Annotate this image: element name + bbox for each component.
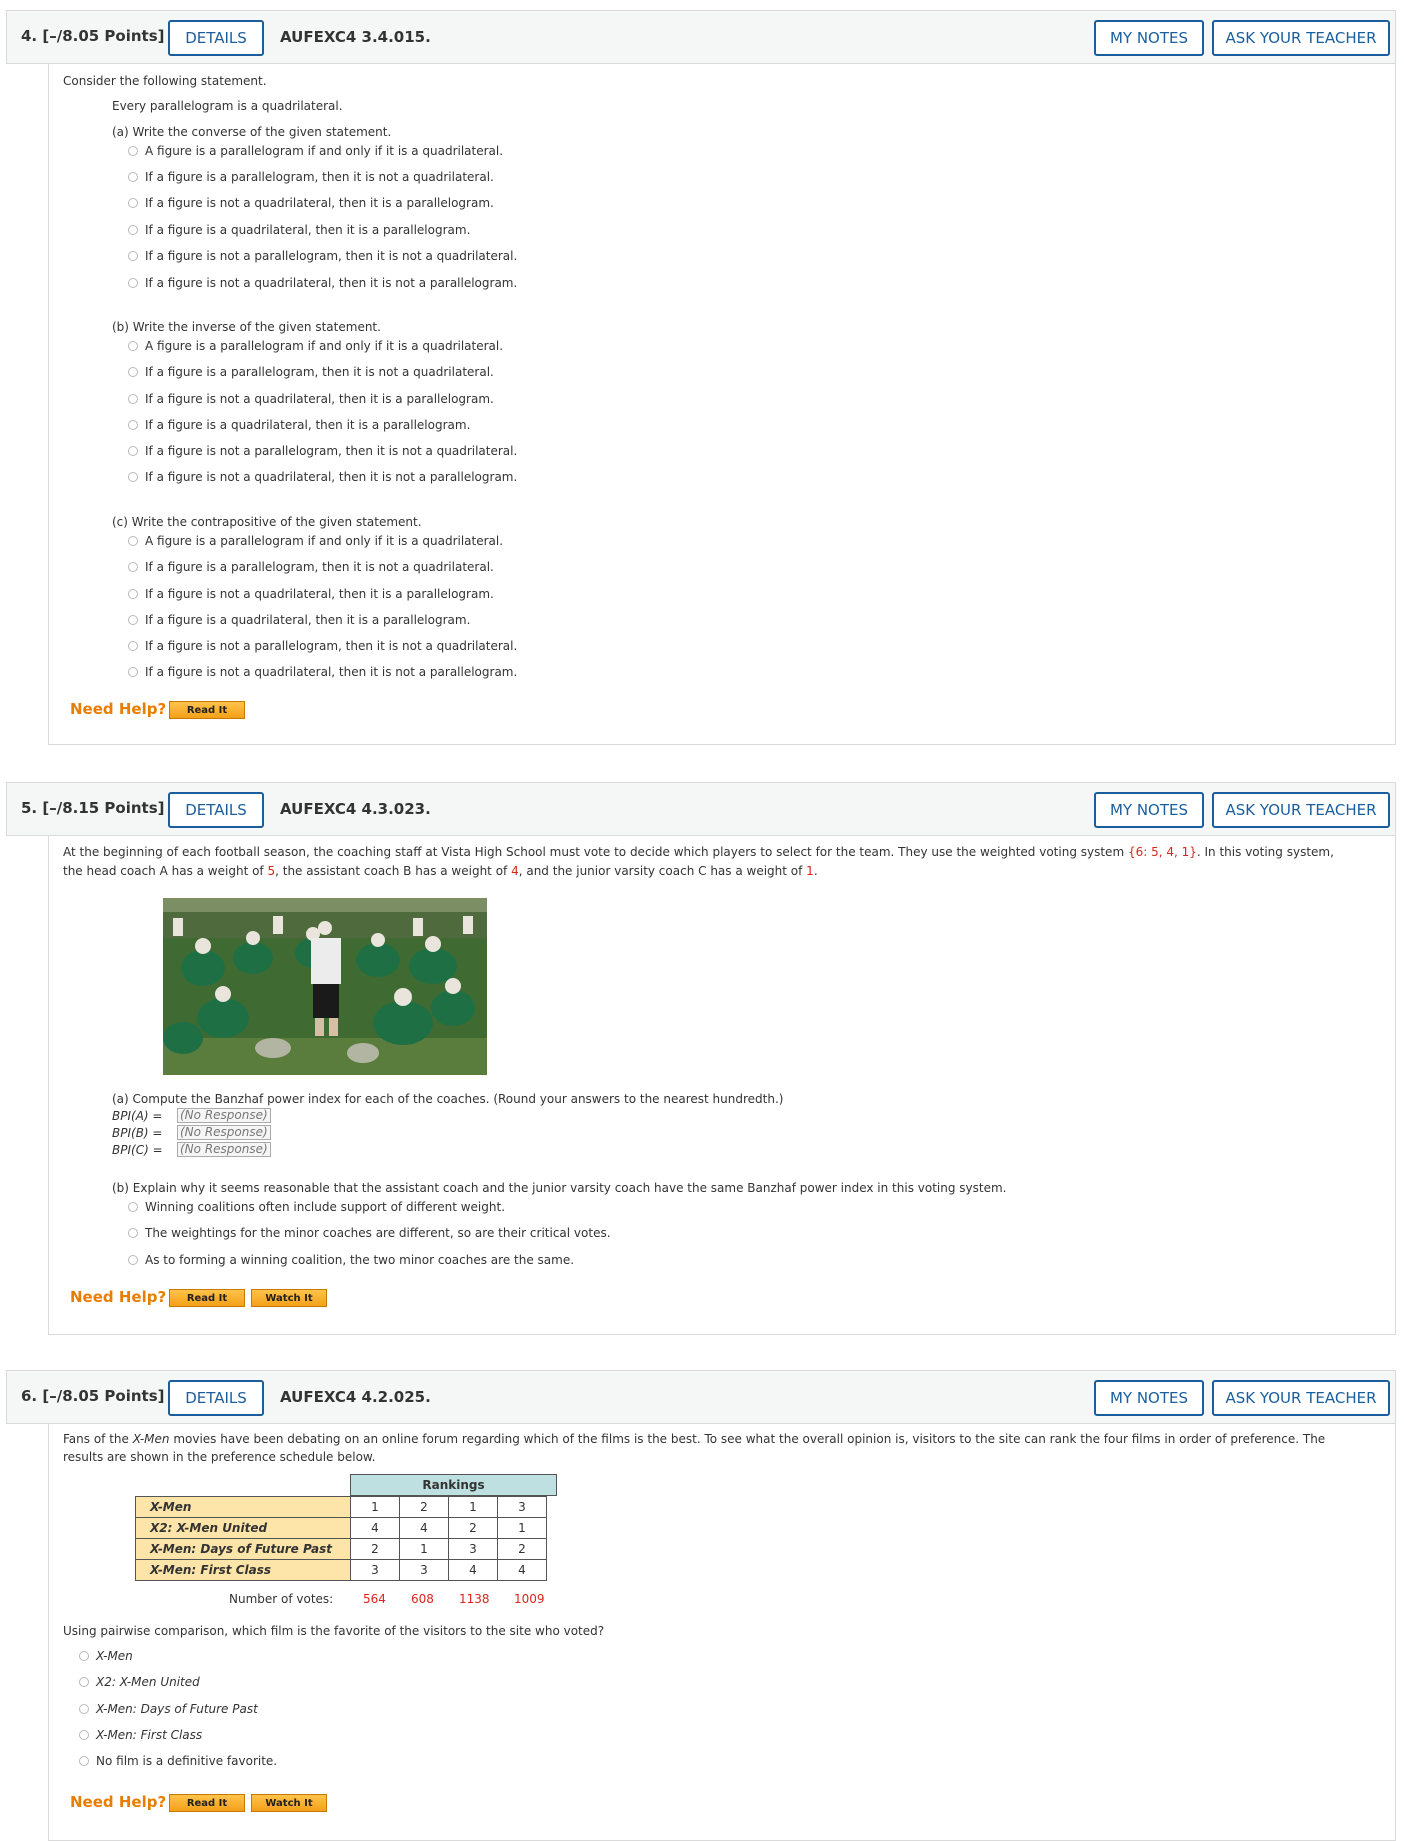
vote-count: 608 <box>411 1592 434 1606</box>
watch-it-button[interactable]: Watch It <box>251 1289 327 1307</box>
radio-button[interactable] <box>79 1756 89 1766</box>
bpi-b-input[interactable]: (No Response) <box>177 1125 271 1140</box>
rank-cell: 1 <box>351 1497 400 1518</box>
radio-option[interactable]: A figure is a parallelogram if and only if it is a quadrilateral. <box>128 534 503 548</box>
radio-option[interactable]: If a figure is not a parallelogram, then it is not a quadrilateral. <box>128 249 517 263</box>
vote-count: 1009 <box>514 1592 545 1606</box>
q4-part-c-prompt: (c) Write the contrapositive of the given statement. <box>112 515 422 529</box>
radio-option[interactable]: If a figure is not a quadrilateral, then it is a parallelogram. <box>128 587 494 601</box>
table-row <box>136 1539 547 1560</box>
watch-it-button[interactable]: Watch It <box>251 1794 327 1812</box>
rank-cell: 4 <box>449 1560 498 1581</box>
radio-button[interactable] <box>128 472 138 482</box>
question-code: AUFEXC4 4.2.025. <box>280 1388 431 1406</box>
bpi-c-input[interactable]: (No Response) <box>177 1142 271 1157</box>
radio-button[interactable] <box>79 1677 89 1687</box>
radio-option[interactable]: If a figure is not a parallelogram, then it is not a quadrilateral. <box>128 639 517 653</box>
q4-header <box>6 10 1396 64</box>
rank-cell: 4 <box>351 1518 400 1539</box>
radio-button[interactable] <box>128 225 138 235</box>
radio-button[interactable] <box>128 446 138 456</box>
table-row <box>136 1560 547 1581</box>
radio-button[interactable] <box>128 667 138 677</box>
preference-schedule-table <box>135 1496 547 1581</box>
table-row <box>136 1518 547 1539</box>
radio-option[interactable]: If a figure is a parallelogram, then it is not a quadrilateral. <box>128 365 494 379</box>
radio-button[interactable] <box>79 1730 89 1740</box>
q4-part-a-prompt: (a) Write the converse of the given statement. <box>112 125 392 139</box>
radio-button[interactable] <box>128 420 138 430</box>
rank-cell: 3 <box>498 1497 547 1518</box>
radio-button[interactable] <box>128 394 138 404</box>
read-it-button[interactable]: Read It <box>169 1794 245 1812</box>
film-name: X2: X-Men United <box>136 1518 351 1539</box>
vote-count: 1138 <box>459 1592 490 1606</box>
rank-cell: 1 <box>449 1497 498 1518</box>
radio-option[interactable]: As to forming a winning coalition, the two minor coaches are the same. <box>128 1253 574 1267</box>
radio-option[interactable]: If a figure is not a parallelogram, then it is not a quadrilateral. <box>128 444 517 458</box>
q5-part-b-prompt: (b) Explain why it seems reasonable that the assistant coach and the junior varsity coach have the same Banzhaf power index in this voting system. <box>112 1181 1007 1195</box>
q6-header <box>6 1370 1396 1424</box>
q4-intro: Consider the following statement. <box>63 74 267 88</box>
q6-intro-line-1: Fans of the X-Men movies have been debating on an online forum regarding which of the films is the best. To see what the overall opinion is, visitors to the site can rank the four films in order of preference. The <box>63 1432 1326 1446</box>
q5-intro-line-1: At the beginning of each football season, the coaching staff at Vista High School must vote to decide which players to select for the team. They use the weighted voting system {6: 5, 4, 1}. In this voting system, <box>63 845 1334 859</box>
q5-part-a-prompt: (a) Compute the Banzhaf power index for each of the coaches. (Round your answers to the nearest hundredth.) <box>112 1092 784 1106</box>
my-notes-button[interactable]: MY NOTES <box>1094 792 1204 828</box>
my-notes-button[interactable]: MY NOTES <box>1094 1380 1204 1416</box>
radio-button[interactable] <box>128 251 138 261</box>
radio-option[interactable]: If a figure is not a quadrilateral, then it is not a parallelogram. <box>128 470 517 484</box>
question-number: 6. [–/8.05 Points] <box>21 1387 165 1405</box>
vote-count: 564 <box>363 1592 386 1606</box>
radio-button[interactable] <box>128 536 138 546</box>
radio-button[interactable] <box>128 172 138 182</box>
details-button[interactable]: DETAILS <box>168 1380 264 1416</box>
radio-option[interactable]: If a figure is a parallelogram, then it is not a quadrilateral. <box>128 560 494 574</box>
radio-button[interactable] <box>128 146 138 156</box>
radio-button[interactable] <box>128 1255 138 1265</box>
radio-option[interactable]: No film is a definitive favorite. <box>79 1754 277 1768</box>
ask-your-teacher-button[interactable]: ASK YOUR TEACHER <box>1212 792 1390 828</box>
radio-option[interactable]: If a figure is not a quadrilateral, then it is a parallelogram. <box>128 392 494 406</box>
radio-option[interactable]: If a figure is not a quadrilateral, then it is a parallelogram. <box>128 196 494 210</box>
radio-option[interactable]: If a figure is a quadrilateral, then it is a parallelogram. <box>128 223 470 237</box>
rank-cell: 2 <box>400 1497 449 1518</box>
rankings-header: Rankings <box>350 1474 557 1496</box>
radio-option[interactable]: X-Men: Days of Future Past <box>79 1702 258 1716</box>
question-code: AUFEXC4 4.3.023. <box>280 800 431 818</box>
radio-option[interactable]: If a figure is a quadrilateral, then it is a parallelogram. <box>128 418 470 432</box>
my-notes-button[interactable]: MY NOTES <box>1094 20 1204 56</box>
votes-label: Number of votes: <box>229 1592 334 1606</box>
rank-cell: 3 <box>400 1560 449 1581</box>
rank-cell: 2 <box>449 1518 498 1539</box>
bpi-b-label: BPI(B) = <box>112 1126 163 1140</box>
rank-cell: 2 <box>351 1539 400 1560</box>
rank-cell: 3 <box>449 1539 498 1560</box>
radio-option[interactable]: X2: X-Men United <box>79 1675 200 1689</box>
q4-statement: Every parallelogram is a quadrilateral. <box>112 99 343 113</box>
rank-cell: 1 <box>498 1518 547 1539</box>
rank-cell: 2 <box>498 1539 547 1560</box>
read-it-button[interactable]: Read It <box>169 701 245 719</box>
radio-button[interactable] <box>128 641 138 651</box>
ask-your-teacher-button[interactable]: ASK YOUR TEACHER <box>1212 1380 1390 1416</box>
read-it-button[interactable]: Read It <box>169 1289 245 1307</box>
radio-option[interactable]: If a figure is a parallelogram, then it is not a quadrilateral. <box>128 170 494 184</box>
radio-option[interactable]: Winning coalitions often include support of different weight. <box>128 1200 505 1214</box>
question-number: 4. [–/8.05 Points] <box>21 27 165 45</box>
bpi-a-input[interactable]: (No Response) <box>177 1108 271 1123</box>
film-name: X-Men: First Class <box>136 1560 351 1581</box>
table-row <box>136 1497 547 1518</box>
radio-button[interactable] <box>128 367 138 377</box>
radio-option[interactable]: X-Men: First Class <box>79 1728 202 1742</box>
film-name: X-Men: Days of Future Past <box>136 1539 351 1560</box>
radio-option[interactable]: A figure is a parallelogram if and only if it is a quadrilateral. <box>128 339 503 353</box>
radio-button[interactable] <box>128 615 138 625</box>
q5-intro-line-2: the head coach A has a weight of 5, the assistant coach B has a weight of 4, and the junior varsity coach C has a weight of 1. <box>63 864 818 878</box>
radio-button[interactable] <box>79 1651 89 1661</box>
radio-button[interactable] <box>128 1202 138 1212</box>
football-team-photo <box>163 898 487 1075</box>
details-button[interactable]: DETAILS <box>168 20 264 56</box>
ask-your-teacher-button[interactable]: ASK YOUR TEACHER <box>1212 20 1390 56</box>
radio-button[interactable] <box>128 278 138 288</box>
question-number: 5. [–/8.15 Points] <box>21 799 165 817</box>
need-help-label: Need Help? <box>70 1793 167 1811</box>
bpi-c-label: BPI(C) = <box>112 1143 163 1157</box>
rank-cell: 4 <box>400 1518 449 1539</box>
radio-option[interactable]: If a figure is a quadrilateral, then it is a parallelogram. <box>128 613 470 627</box>
need-help-label: Need Help? <box>70 1288 167 1306</box>
q4-part-b-prompt: (b) Write the inverse of the given statement. <box>112 320 381 334</box>
radio-button[interactable] <box>128 589 138 599</box>
q5-header <box>6 782 1396 836</box>
radio-button[interactable] <box>79 1704 89 1714</box>
radio-button[interactable] <box>128 1228 138 1238</box>
radio-button[interactable] <box>128 198 138 208</box>
details-button[interactable]: DETAILS <box>168 792 264 828</box>
radio-option[interactable]: If a figure is not a quadrilateral, then it is not a parallelogram. <box>128 665 517 679</box>
radio-option[interactable]: A figure is a parallelogram if and only if it is a quadrilateral. <box>128 144 503 158</box>
rank-cell: 4 <box>498 1560 547 1581</box>
bpi-a-label: BPI(A) = <box>112 1109 163 1123</box>
rank-cell: 1 <box>400 1539 449 1560</box>
need-help-label: Need Help? <box>70 700 167 718</box>
film-name: X-Men <box>136 1497 351 1518</box>
radio-option[interactable]: If a figure is not a quadrilateral, then it is not a parallelogram. <box>128 276 517 290</box>
radio-button[interactable] <box>128 562 138 572</box>
q6-intro-line-2: results are shown in the preference schedule below. <box>63 1450 376 1464</box>
radio-button[interactable] <box>128 341 138 351</box>
question-code: AUFEXC4 3.4.015. <box>280 28 431 46</box>
radio-option[interactable]: The weightings for the minor coaches are different, so are their critical votes. <box>128 1226 611 1240</box>
q6-question: Using pairwise comparison, which film is the favorite of the visitors to the site who voted? <box>63 1624 605 1638</box>
radio-option[interactable]: X-Men <box>79 1649 133 1663</box>
rank-cell: 3 <box>351 1560 400 1581</box>
